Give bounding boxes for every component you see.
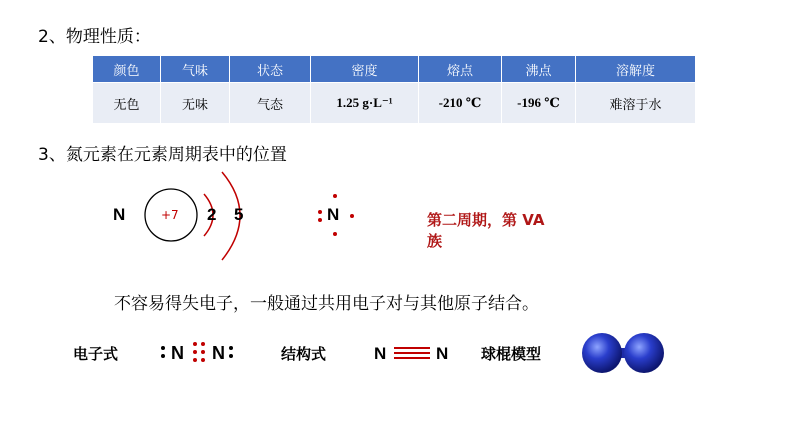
- table-header-cell: 气味: [161, 56, 230, 83]
- nitrogen-ball-right: [624, 333, 664, 373]
- electron-formula-left-atom: N: [171, 343, 184, 363]
- table-cell: 难溶于水: [576, 83, 696, 124]
- triple-bond-lines: [372, 339, 457, 367]
- table-cell: 无味: [161, 83, 230, 124]
- table-cell: 1.25 g·L⁻¹: [311, 83, 419, 124]
- nitrogen-lewis-dot: [312, 190, 362, 242]
- table-row: [93, 83, 695, 124]
- shell-1-electrons: 2: [207, 205, 217, 224]
- table-header-cell: 沸点: [502, 56, 576, 83]
- atom-symbol: N: [113, 205, 126, 224]
- table-header-cell: 颜色: [93, 56, 161, 83]
- n2-structural-formula: [372, 339, 457, 367]
- section-3-heading: 3、氮元素在元素周期表中的位置: [38, 145, 287, 165]
- table-cell: 气态: [230, 83, 311, 124]
- table-header-cell: 溶解度: [576, 56, 696, 83]
- table-header-cell: 状态: [230, 56, 311, 83]
- lewis-dots: [312, 190, 362, 242]
- periodic-position-line-2: 族: [427, 232, 443, 250]
- lewis-atom-symbol: N: [327, 205, 340, 224]
- nucleus-charge: +7: [161, 208, 179, 222]
- table-cell: -196 ℃: [502, 83, 576, 124]
- table-header-cell: 密度: [311, 56, 419, 83]
- electron-formula-right-atom: N: [212, 343, 225, 363]
- electron-formula-label: 电子式: [73, 345, 119, 363]
- ball-stick-label: 球棍模型: [481, 345, 542, 363]
- section-2-heading: 2、物理性质：: [38, 27, 151, 47]
- structural-right-atom: N: [436, 344, 449, 363]
- bonding-statement: 不容易得失电子，一般通过共用电子对与其他原子结合。: [114, 294, 539, 314]
- table-header-row: [93, 56, 695, 83]
- table-cell: -210 ℃: [419, 83, 502, 124]
- ball-stick-model: [578, 330, 670, 376]
- shell-2-electrons: 5: [234, 205, 244, 224]
- table-header-cell: 熔点: [419, 56, 502, 83]
- n2-electron-formula: [158, 336, 240, 368]
- periodic-position-line-1: 第二周期，第 VA: [427, 211, 545, 229]
- nitrogen-ball-left: [582, 333, 622, 373]
- table-cell: 无色: [93, 83, 161, 124]
- structural-formula-label: 结构式: [281, 345, 327, 363]
- structural-left-atom: N: [374, 344, 387, 363]
- periodic-position: [427, 210, 544, 252]
- physical-properties-table: [93, 56, 695, 123]
- electron-formula-dots: [158, 336, 240, 368]
